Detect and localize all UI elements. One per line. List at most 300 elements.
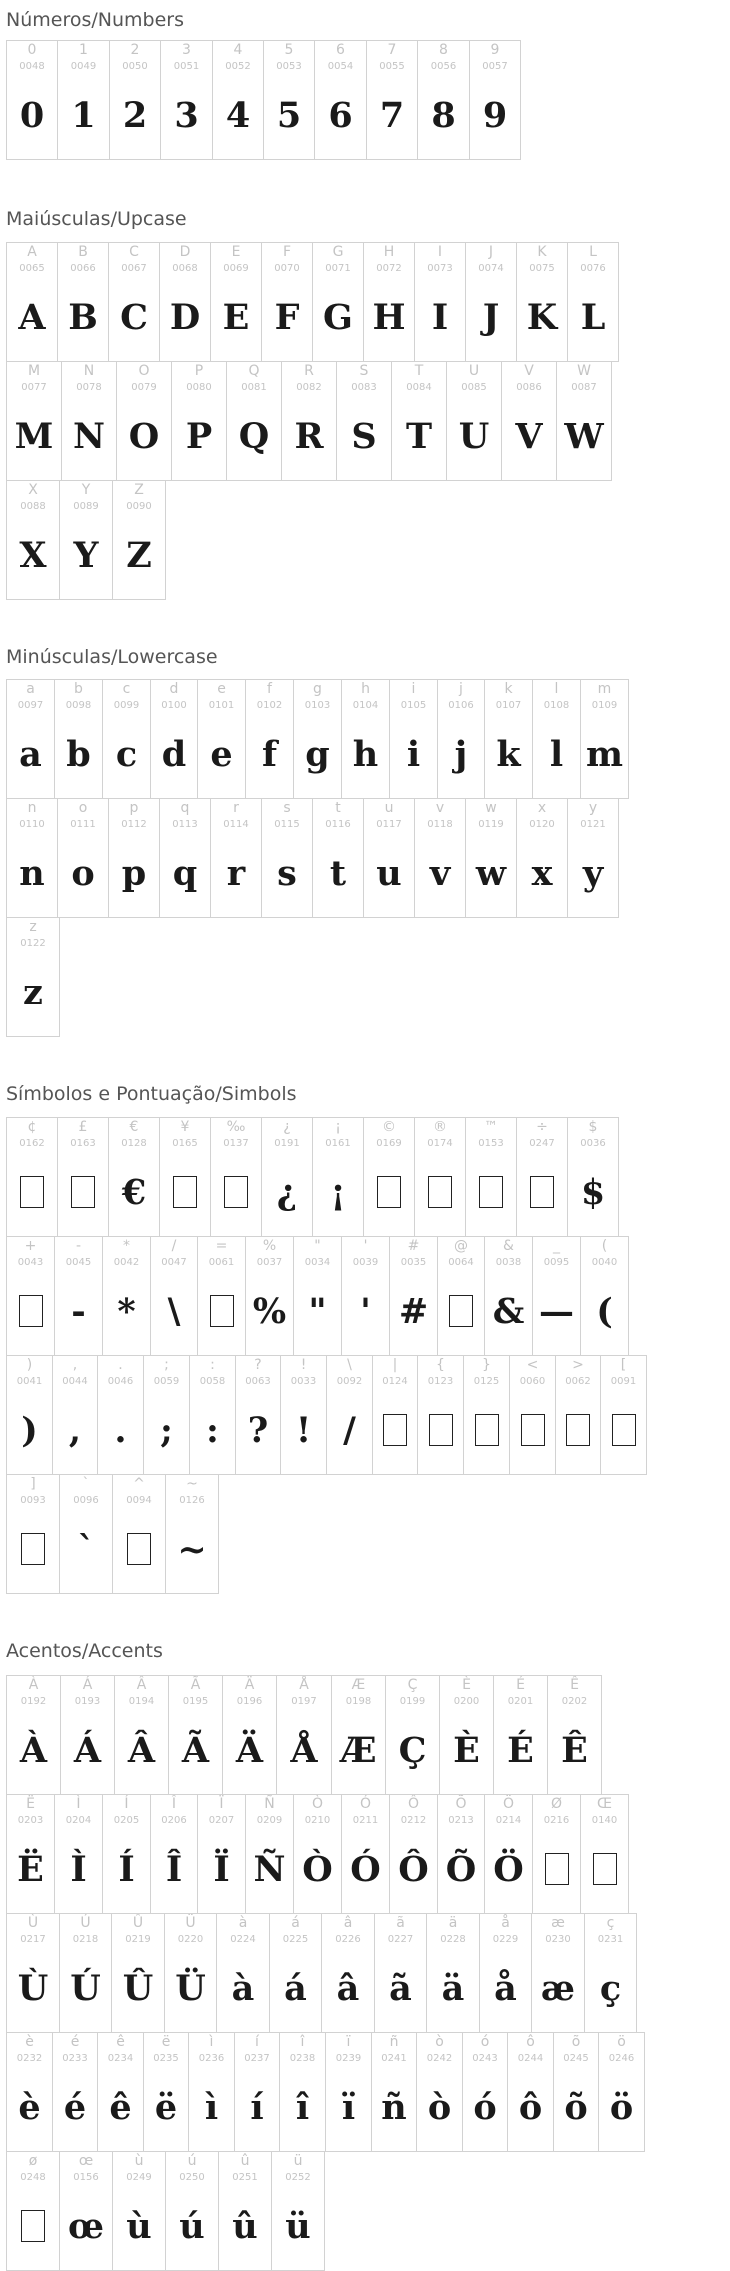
glyph-cell xyxy=(216,1913,270,2033)
glyph-char-label: Ô xyxy=(407,1796,420,1812)
glyph-cell xyxy=(363,798,415,918)
glyph-cell xyxy=(102,1236,151,1356)
glyph-cell xyxy=(57,242,109,362)
missing-glyph-box xyxy=(7,1162,57,1222)
section-title-upcase: Maiúsculas/Upcase xyxy=(6,208,187,230)
glyph-cell xyxy=(553,2032,599,2152)
glyph-char-label: p xyxy=(129,800,139,816)
glyph-char-label: ¢ xyxy=(27,1119,37,1135)
glyph-sample: 0 xyxy=(19,94,45,136)
glyph-code: 0110 xyxy=(19,819,45,830)
glyph-sample: Y xyxy=(73,534,99,576)
glyph-code: 0200 xyxy=(453,1696,480,1707)
glyph-char-label: | xyxy=(392,1357,398,1373)
glyph-code: 0041 xyxy=(16,1376,43,1387)
glyph-sample: ö xyxy=(609,2086,634,2128)
glyph-char-label: x xyxy=(537,800,547,816)
glyph-sample: O xyxy=(128,415,160,457)
glyph-char-label: Û xyxy=(132,1915,144,1931)
glyph-code: 0085 xyxy=(461,382,487,393)
section-title-simbols: Símbolos e Pontuação/Simbols xyxy=(6,1083,297,1105)
glyph-code: 0235 xyxy=(153,2053,179,2064)
glyph-sample: ñ xyxy=(381,2086,407,2128)
glyph-code: 0239 xyxy=(335,2053,362,2064)
glyph-cell xyxy=(417,40,470,160)
glyph-sample: s xyxy=(277,852,297,894)
glyph-char-label: 2 xyxy=(130,42,140,58)
glyph-sample: U xyxy=(458,415,490,457)
glyph-cell xyxy=(114,1675,169,1795)
glyph-char-label: j xyxy=(459,681,463,697)
glyph-char-label: Y xyxy=(81,482,91,498)
glyph-cell xyxy=(321,1913,375,2033)
glyph-code: 0125 xyxy=(473,1376,500,1387)
glyph-char-label: . xyxy=(118,1357,123,1373)
glyph-code: 0241 xyxy=(381,2053,407,2064)
glyph-cell xyxy=(465,1117,517,1237)
glyph-char-label: Q xyxy=(248,363,260,379)
glyph-code: 0244 xyxy=(517,2053,544,2064)
glyph-code: 0191 xyxy=(274,1138,300,1149)
glyph-cell xyxy=(465,242,517,362)
glyph-char-label: € xyxy=(129,1119,139,1135)
glyph-sample: C xyxy=(120,296,148,338)
glyph-sample: k xyxy=(496,733,521,775)
glyph-code: 0192 xyxy=(20,1696,47,1707)
glyph-code: 0056 xyxy=(430,61,457,72)
missing-glyph-box xyxy=(556,1400,600,1460)
glyph-cell xyxy=(143,2032,189,2152)
glyph-char-label: N xyxy=(83,363,95,379)
glyph-char-label: Æ xyxy=(351,1677,366,1693)
glyph-char-label: @ xyxy=(454,1238,468,1254)
glyph-sample: ü xyxy=(285,2205,311,2247)
glyph-code: 0114 xyxy=(223,819,249,830)
glyph-sample: í xyxy=(250,2086,264,2128)
glyph-code: 0224 xyxy=(230,1934,256,1945)
section-title-accents: Acentos/Accents xyxy=(6,1640,163,1662)
glyph-sample: € xyxy=(121,1171,147,1213)
glyph-sample: ù xyxy=(126,2205,152,2247)
glyph-char-label: C xyxy=(129,244,139,260)
glyph-char-label: w xyxy=(485,800,497,816)
glyph-char-label: õ xyxy=(571,2034,581,2050)
glyph-char-label: ! xyxy=(300,1357,307,1373)
glyph-code: 0119 xyxy=(478,819,504,830)
glyph-sample: M xyxy=(14,415,54,457)
glyph-sample: $ xyxy=(580,1171,606,1213)
glyph-char-label: W xyxy=(577,363,591,379)
glyph-code: 0057 xyxy=(482,61,508,72)
glyph-char-label: Î xyxy=(171,1796,177,1812)
glyph-char-label: X xyxy=(28,482,38,498)
glyph-cell xyxy=(261,1117,313,1237)
missing-glyph-box xyxy=(113,1519,165,1579)
glyph-char-label: ] xyxy=(30,1476,36,1492)
glyph-cell xyxy=(159,242,211,362)
glyph-char-label: Œ xyxy=(597,1796,612,1812)
glyph-char-label: Ò xyxy=(311,1796,324,1812)
glyph-char-label: Å xyxy=(299,1677,309,1693)
glyph-code: 0206 xyxy=(161,1815,187,1826)
glyph-char-label: Ñ xyxy=(264,1796,275,1812)
glyph-sample: X xyxy=(19,534,47,576)
glyph-char-label: À xyxy=(28,1677,39,1693)
glyph-sample: H xyxy=(372,296,406,338)
glyph-sample: " xyxy=(308,1290,327,1332)
glyph-cell xyxy=(6,1675,61,1795)
glyph-code: 0102 xyxy=(256,700,283,711)
glyph-cell xyxy=(516,798,568,918)
glyph-cell xyxy=(222,1675,277,1795)
glyph-cell xyxy=(159,1117,211,1237)
glyph-cell xyxy=(197,1236,246,1356)
glyph-code: 0050 xyxy=(122,61,148,72)
glyph-cell xyxy=(261,798,313,918)
missing-glyph-box xyxy=(160,1162,210,1222)
glyph-cell xyxy=(97,1355,144,1475)
glyph-char-label: M xyxy=(27,363,41,379)
glyph-code: 0036 xyxy=(580,1138,606,1149)
glyph-sample: ä xyxy=(441,1967,465,2009)
missing-glyph-box xyxy=(7,1519,59,1579)
glyph-sample: n xyxy=(19,852,45,894)
glyph-char-label: l xyxy=(554,681,559,697)
glyph-char-label: û xyxy=(240,2153,250,2169)
glyph-code: 0250 xyxy=(179,2172,205,2183)
glyph-code: 0251 xyxy=(232,2172,258,2183)
glyph-cell xyxy=(159,798,211,918)
glyph-cell xyxy=(6,679,55,799)
glyph-cell xyxy=(269,1913,322,2033)
glyph-char-label: ? xyxy=(254,1357,262,1373)
glyph-cell xyxy=(61,361,117,481)
glyph-code: 0078 xyxy=(76,382,102,393)
glyph-char-label: S xyxy=(359,363,369,379)
glyph-code: 0112 xyxy=(121,819,147,830)
glyph-cell xyxy=(6,2151,60,2271)
glyph-cell xyxy=(111,1913,165,2033)
glyph-char-label: n xyxy=(27,800,37,816)
glyph-cell xyxy=(465,798,517,918)
glyph-char-label: Z xyxy=(134,482,144,498)
glyph-cell xyxy=(143,1355,190,1475)
glyph-char-label: v xyxy=(435,800,445,816)
glyph-sample: ¿ xyxy=(276,1171,298,1213)
missing-glyph-box xyxy=(418,1400,463,1460)
glyph-char-label: ê xyxy=(116,2034,125,2050)
glyph-char-label: â xyxy=(343,1915,353,1931)
glyph-sample: Ï xyxy=(213,1848,230,1890)
glyph-code: 0067 xyxy=(121,263,147,274)
glyph-char-label: " xyxy=(314,1238,321,1254)
glyph-cell xyxy=(6,361,62,481)
glyph-char-label: b xyxy=(74,681,83,697)
glyph-code: 0249 xyxy=(126,2172,152,2183)
glyph-cell xyxy=(580,1794,629,1914)
glyph-code: 0169 xyxy=(376,1138,402,1149)
glyph-cell xyxy=(218,2151,272,2271)
glyph-cell xyxy=(469,40,521,160)
glyph-cell xyxy=(57,1117,109,1237)
glyph-cell xyxy=(150,1794,198,1914)
glyph-sample: ï xyxy=(341,2086,356,2128)
glyph-cell xyxy=(60,1675,115,1795)
glyph-cell xyxy=(150,1236,198,1356)
glyph-char-label: % xyxy=(262,1238,277,1254)
glyph-sample: ~ xyxy=(177,1528,207,1570)
glyph-cell xyxy=(363,242,415,362)
glyph-char-label: J xyxy=(488,244,494,260)
glyph-sample: c xyxy=(115,733,138,775)
glyph-char-label: è xyxy=(25,2034,34,2050)
glyph-sample: t xyxy=(329,852,347,894)
glyph-cell xyxy=(112,480,166,600)
glyph-char-label: ò xyxy=(435,2034,444,2050)
glyph-code: 0054 xyxy=(327,61,354,72)
glyph-code: 0236 xyxy=(198,2053,225,2064)
glyph-sample: æ xyxy=(540,1967,576,2009)
glyph-cell xyxy=(374,1913,427,2033)
glyph-char-label: & xyxy=(503,1238,514,1254)
glyph-code: 0104 xyxy=(352,700,379,711)
glyph-code: 0060 xyxy=(519,1376,546,1387)
glyph-cell xyxy=(276,1675,332,1795)
glyph-cell xyxy=(245,679,294,799)
glyph-code: 0247 xyxy=(529,1138,555,1149)
glyph-code: 0162 xyxy=(19,1138,45,1149)
glyph-char-label: } xyxy=(482,1357,491,1373)
glyph-code: 0199 xyxy=(399,1696,426,1707)
glyph-char-label: O xyxy=(138,363,150,379)
glyph-char-label: I xyxy=(437,244,443,260)
glyph-cell xyxy=(6,40,58,160)
missing-glyph-box xyxy=(415,1162,465,1222)
glyph-sample: & xyxy=(492,1290,525,1332)
glyph-sample: Q xyxy=(238,415,270,457)
glyph-sample: Á xyxy=(73,1729,102,1771)
glyph-code: 0082 xyxy=(296,382,322,393)
glyph-char-label: B xyxy=(78,244,88,260)
glyph-cell xyxy=(150,679,198,799)
glyph-code: 0234 xyxy=(107,2053,134,2064)
glyph-sample: m xyxy=(585,733,624,775)
glyph-sample: g xyxy=(305,733,330,775)
glyph-sample: W xyxy=(564,415,604,457)
glyph-sample: x xyxy=(531,852,553,894)
glyph-sample: A xyxy=(18,296,46,338)
glyph-cell xyxy=(59,1913,112,2033)
glyph-sample: Ù xyxy=(17,1967,49,2009)
glyph-cell xyxy=(312,242,364,362)
glyph-cell xyxy=(189,1355,236,1475)
glyph-code: 0163 xyxy=(70,1138,96,1149)
glyph-char-label: F xyxy=(282,244,292,260)
glyph-sample: - xyxy=(71,1290,86,1332)
glyph-sample: D xyxy=(169,296,201,338)
glyph-cell xyxy=(493,1675,548,1795)
glyph-char-label: L xyxy=(589,244,597,260)
glyph-code: 0043 xyxy=(17,1257,44,1268)
glyph-cell xyxy=(57,798,109,918)
glyph-cell xyxy=(59,2151,113,2271)
glyph-cell xyxy=(331,1675,386,1795)
glyph-sample: L xyxy=(580,296,606,338)
glyph-char-label: ó xyxy=(480,2034,490,2050)
glyph-code: 0121 xyxy=(580,819,606,830)
glyph-code: 0109 xyxy=(591,700,618,711)
glyph-char-label: ì xyxy=(209,2034,214,2050)
glyph-cell xyxy=(235,1355,281,1475)
glyph-sample: Ó xyxy=(350,1848,381,1890)
glyph-code: 0055 xyxy=(379,61,405,72)
glyph-code: 0090 xyxy=(126,501,152,512)
glyph-cell xyxy=(164,1913,217,2033)
glyph-char-label: 6 xyxy=(336,42,345,58)
glyph-cell xyxy=(112,2151,166,2271)
glyph-cell xyxy=(234,2032,280,2152)
glyph-cell xyxy=(271,2151,325,2271)
glyph-char-label: Ó xyxy=(359,1796,372,1812)
glyph-cell xyxy=(112,1474,166,1594)
glyph-code: 0083 xyxy=(351,382,377,393)
glyph-cell xyxy=(6,1794,55,1914)
glyph-char-label: E xyxy=(231,244,241,260)
glyph-code: 0229 xyxy=(492,1934,519,1945)
glyph-cell xyxy=(417,1355,464,1475)
glyph-sample: 4 xyxy=(225,94,251,136)
glyph-char-label: £ xyxy=(78,1119,88,1135)
glyph-sample: . xyxy=(114,1409,127,1451)
missing-glyph-box xyxy=(517,1162,567,1222)
glyph-code: 0097 xyxy=(17,700,44,711)
glyph-code: 0226 xyxy=(335,1934,361,1945)
glyph-code: 0252 xyxy=(285,2172,311,2183)
glyph-sample: û xyxy=(232,2205,258,2247)
glyph-code: 0035 xyxy=(400,1257,427,1268)
glyph-cell xyxy=(59,480,113,600)
glyph-code: 0202 xyxy=(561,1696,588,1707)
glyph-cell xyxy=(336,361,392,481)
glyph-sample: Û xyxy=(122,1967,154,2009)
glyph-char-label: Ã xyxy=(190,1677,201,1693)
glyph-char-label: U xyxy=(468,363,480,379)
glyph-code: 0174 xyxy=(427,1138,453,1149)
glyph-sample: b xyxy=(66,733,91,775)
glyph-sample: \ xyxy=(167,1290,181,1332)
glyph-cell xyxy=(57,40,110,160)
glyph-code: 0099 xyxy=(113,700,140,711)
glyph-code: 0073 xyxy=(427,263,453,274)
glyph-cell xyxy=(462,2032,508,2152)
glyph-char-label: , xyxy=(72,1357,78,1373)
glyph-sample: ! xyxy=(295,1409,312,1451)
glyph-cell xyxy=(547,1675,602,1795)
glyph-sample: d xyxy=(161,733,187,775)
glyph-cell xyxy=(52,2032,98,2152)
glyph-code: 0061 xyxy=(208,1257,235,1268)
glyph-cell xyxy=(555,1355,601,1475)
glyph-code: 0140 xyxy=(591,1815,618,1826)
glyph-char-label: Ì xyxy=(76,1796,81,1812)
glyph-code: 0092 xyxy=(336,1376,363,1387)
glyph-sample: p xyxy=(121,852,147,894)
glyph-cell xyxy=(314,40,367,160)
glyph-char-label: G xyxy=(332,244,344,260)
glyph-code: 0108 xyxy=(543,700,570,711)
glyph-char-label: Ù xyxy=(27,1915,39,1931)
glyph-sample: 3 xyxy=(174,94,199,136)
glyph-char-label: ( xyxy=(601,1238,608,1254)
glyph-code: 0087 xyxy=(571,382,597,393)
glyph-code: 0213 xyxy=(448,1815,474,1826)
glyph-cell xyxy=(226,361,282,481)
glyph-sample: 8 xyxy=(431,94,456,136)
glyph-char-label: ë xyxy=(161,2034,171,2050)
glyph-sample: å xyxy=(494,1967,517,2009)
glyph-sample: ô xyxy=(518,2086,543,2128)
glyph-cell xyxy=(6,242,58,362)
glyph-code: 0039 xyxy=(352,1257,379,1268)
glyph-cell xyxy=(245,1236,294,1356)
glyph-sample: ' xyxy=(360,1290,371,1332)
glyph-code: 0037 xyxy=(256,1257,283,1268)
glyph-sample: è xyxy=(18,2086,41,2128)
glyph-code: 0040 xyxy=(591,1257,618,1268)
glyph-sample: r xyxy=(226,852,246,894)
missing-glyph-box xyxy=(510,1400,555,1460)
glyph-cell xyxy=(341,679,390,799)
glyph-char-label: h xyxy=(361,681,370,697)
glyph-sample: È xyxy=(453,1729,480,1771)
glyph-char-label: © xyxy=(382,1119,396,1135)
glyph-code: 0116 xyxy=(325,819,351,830)
glyph-cell xyxy=(212,40,264,160)
missing-glyph-box xyxy=(211,1162,261,1222)
glyph-code: 0204 xyxy=(65,1815,92,1826)
glyph-char-label: 3 xyxy=(182,42,191,58)
glyph-char-label: = xyxy=(215,1238,228,1254)
glyph-code: 0205 xyxy=(113,1815,140,1826)
glyph-sample: 7 xyxy=(379,94,405,136)
glyph-cell xyxy=(108,798,160,918)
glyph-code: 0193 xyxy=(74,1696,101,1707)
glyph-cell xyxy=(341,1794,390,1914)
glyph-code: 0218 xyxy=(72,1934,99,1945)
glyph-char-label: r xyxy=(233,800,239,816)
glyph-cell xyxy=(293,1236,342,1356)
glyph-code: 0214 xyxy=(495,1815,522,1826)
glyph-code: 0198 xyxy=(345,1696,372,1707)
glyph-char-label: T xyxy=(414,363,424,379)
glyph-sample: G xyxy=(323,296,353,338)
glyph-char-label: ù xyxy=(134,2153,144,2169)
glyph-code: 0049 xyxy=(70,61,97,72)
glyph-char-label: Á xyxy=(82,1677,93,1693)
glyph-char-label: á xyxy=(291,1915,300,1931)
glyph-code: 0070 xyxy=(274,263,300,274)
glyph-cell xyxy=(567,1117,619,1237)
missing-glyph-box xyxy=(58,1162,108,1222)
glyph-char-label: ô xyxy=(526,2034,535,2050)
glyph-code: 0093 xyxy=(20,1495,46,1506)
glyph-sample: œ xyxy=(68,2205,104,2247)
glyph-cell xyxy=(293,679,342,799)
glyph-char-label: o xyxy=(78,800,88,816)
glyph-cell xyxy=(414,242,466,362)
glyph-sample: E xyxy=(222,296,250,338)
glyph-char-label: ñ xyxy=(389,2034,399,2050)
